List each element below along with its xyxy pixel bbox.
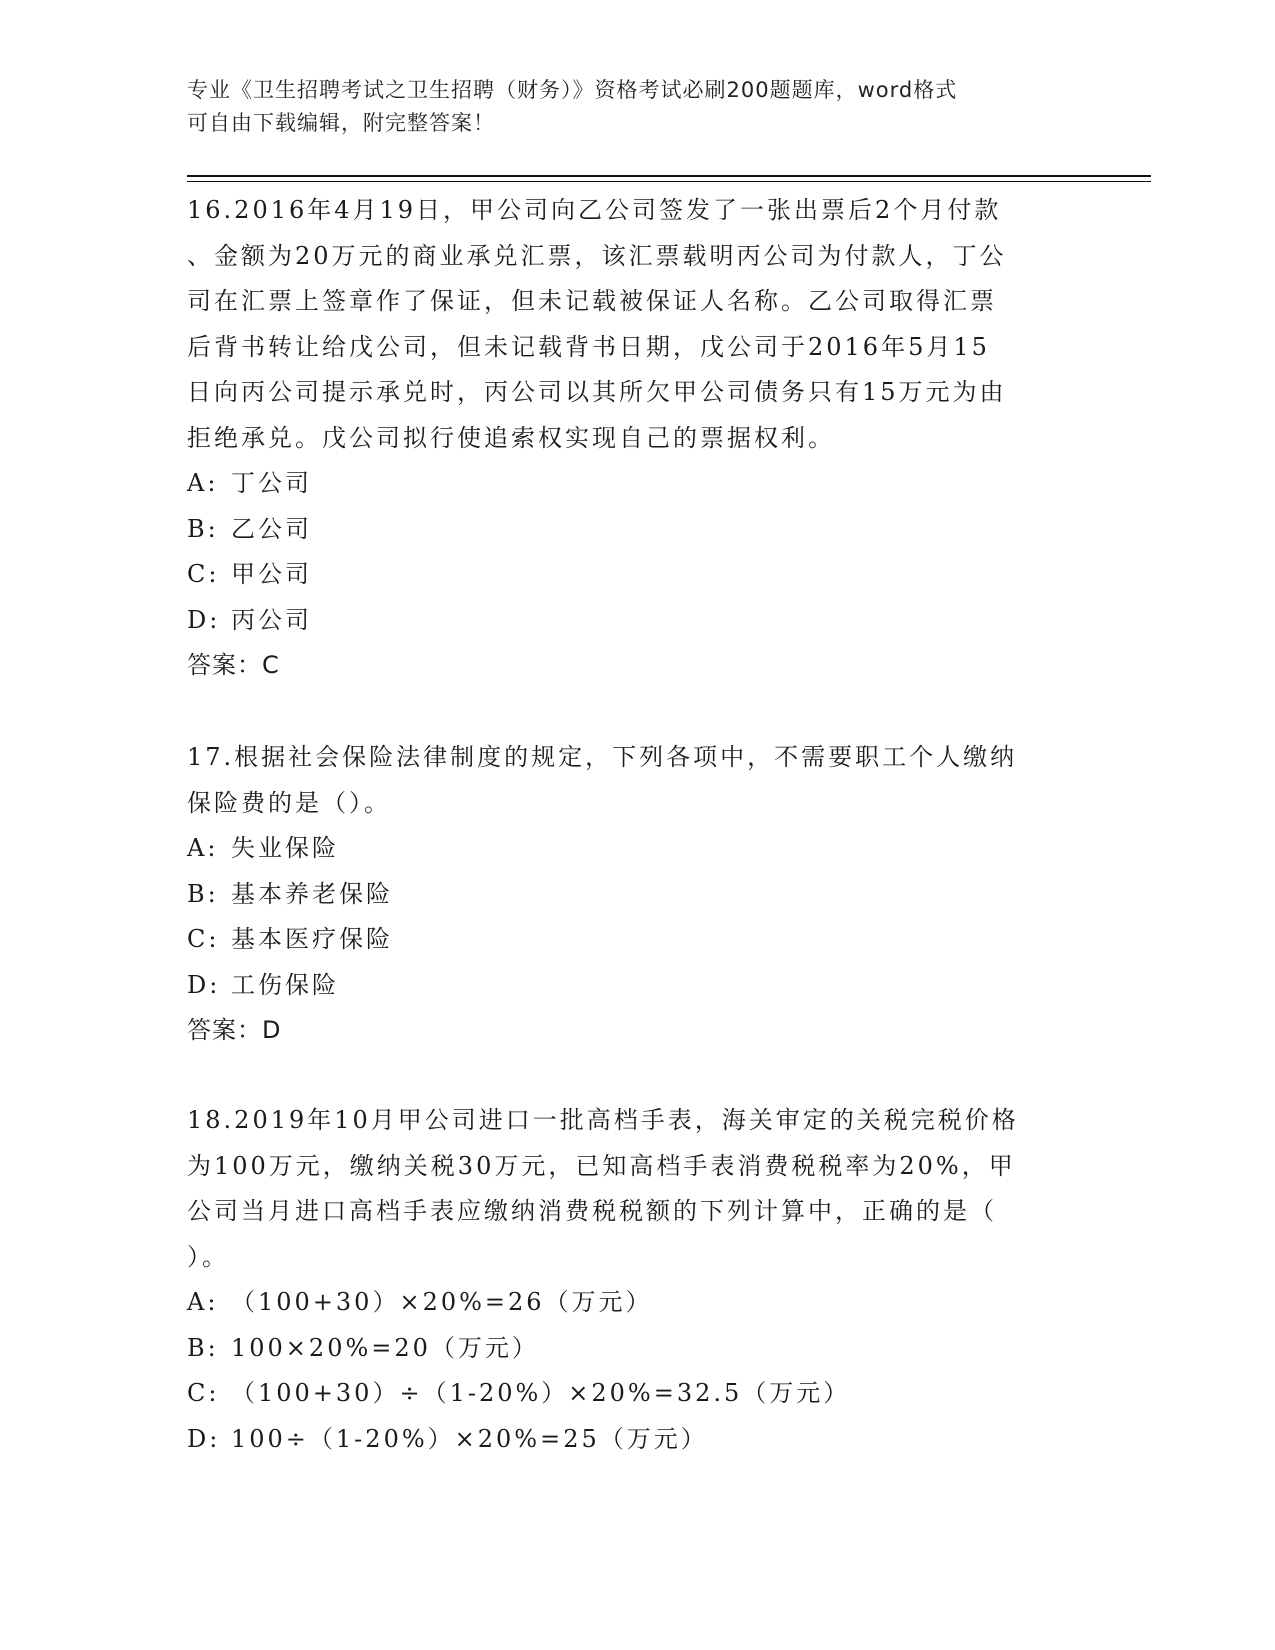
option-text: （100+30）÷（1-20%）×20%=32.5（万元） — [231, 1379, 851, 1407]
question-16 — [187, 188, 1067, 689]
question-stem-line: 17.根据社会保险法律制度的规定，下列各项中，不需要职工个人缴纳 — [187, 743, 1018, 771]
option-a — [187, 461, 1067, 507]
question-stem-line: 保险费的是（）。 — [187, 788, 391, 817]
option-text: 丙公司 — [231, 605, 312, 634]
option-b — [187, 507, 1067, 553]
option-a — [187, 1280, 1067, 1326]
option-text: 丁公司 — [231, 469, 312, 497]
option-key: D: — [187, 1424, 221, 1453]
option-a — [187, 826, 1067, 872]
question-stem-line: 司在汇票上签章作了保证，但未记载被保证人名称。乙公司取得汇票 — [187, 287, 997, 315]
option-text: 100÷（1-20%）×20%=25（万元） — [231, 1424, 708, 1453]
option-key: A: — [187, 1288, 219, 1316]
option-text: 失业保险 — [231, 834, 339, 862]
option-c — [187, 1371, 1067, 1417]
option-key: B: — [187, 1333, 219, 1362]
header-divider-thick — [187, 175, 1151, 177]
answer-line: 答案：C — [187, 651, 280, 679]
option-text: 100×20%=20（万元） — [231, 1333, 539, 1362]
option-key: D: — [187, 605, 221, 634]
option-key: C: — [187, 925, 220, 953]
option-key: C: — [187, 1379, 220, 1407]
option-d — [187, 963, 1067, 1009]
option-text: 甲公司 — [231, 560, 312, 588]
header-line-2: 可自由下载编辑，附完整答案！ — [187, 111, 495, 135]
option-d — [187, 598, 1067, 644]
option-b — [187, 872, 1067, 918]
document-header — [187, 74, 1067, 140]
question-stem-line: 公司当月进口高档手表应缴纳消费税税额的下列计算中，正确的是（ — [187, 1197, 997, 1225]
option-key: B: — [187, 514, 219, 543]
option-key: A: — [187, 469, 219, 497]
question-stem-line: 、金额为20万元的商业承兑汇票，该汇票载明丙公司为付款人，丁公 — [187, 241, 1007, 270]
option-c — [187, 552, 1067, 598]
option-key: C: — [187, 560, 220, 588]
answer-line: 答案：D — [187, 1016, 282, 1044]
option-text: 基本医疗保险 — [231, 925, 393, 953]
option-text: 工伤保险 — [231, 970, 339, 999]
header-divider-thin — [187, 181, 1151, 182]
option-text: 乙公司 — [231, 514, 312, 543]
question-stem-line: 拒绝承兑。戊公司拟行使追索权实现自己的票据权利。 — [187, 423, 835, 452]
option-d — [187, 1417, 1067, 1463]
option-key: B: — [187, 879, 219, 908]
question-stem-line: ）。 — [187, 1242, 229, 1271]
question-stem-line: 16.2016年4月19日，甲公司向乙公司签发了一张出票后2个月付款 — [187, 196, 1002, 224]
option-text: 基本养老保险 — [231, 879, 393, 908]
header-line-1: 专业《卫生招聘考试之卫生招聘（财务）》资格考试必刷200题题库，word格式 — [187, 78, 958, 102]
question-stem-line: 18.2019年10月甲公司进口一批高档手表，海关审定的关税完税价格 — [187, 1106, 1019, 1134]
option-key: D: — [187, 970, 221, 999]
option-c — [187, 917, 1067, 963]
question-18 — [187, 1098, 1067, 1462]
option-b — [187, 1326, 1067, 1372]
option-key: A: — [187, 834, 219, 862]
question-stem-line: 后背书转让给戊公司，但未记载背书日期，戊公司于2016年5月15 — [187, 332, 990, 361]
question-stem-line: 为100万元，缴纳关税30万元，已知高档手表消费税税率为20%，甲 — [187, 1151, 1016, 1180]
question-17 — [187, 735, 1067, 1054]
option-text: （100+30）×20%=26（万元） — [231, 1288, 653, 1316]
question-stem-line: 日向丙公司提示承兑时，丙公司以其所欠甲公司债务只有15万元为由 — [187, 378, 1007, 406]
